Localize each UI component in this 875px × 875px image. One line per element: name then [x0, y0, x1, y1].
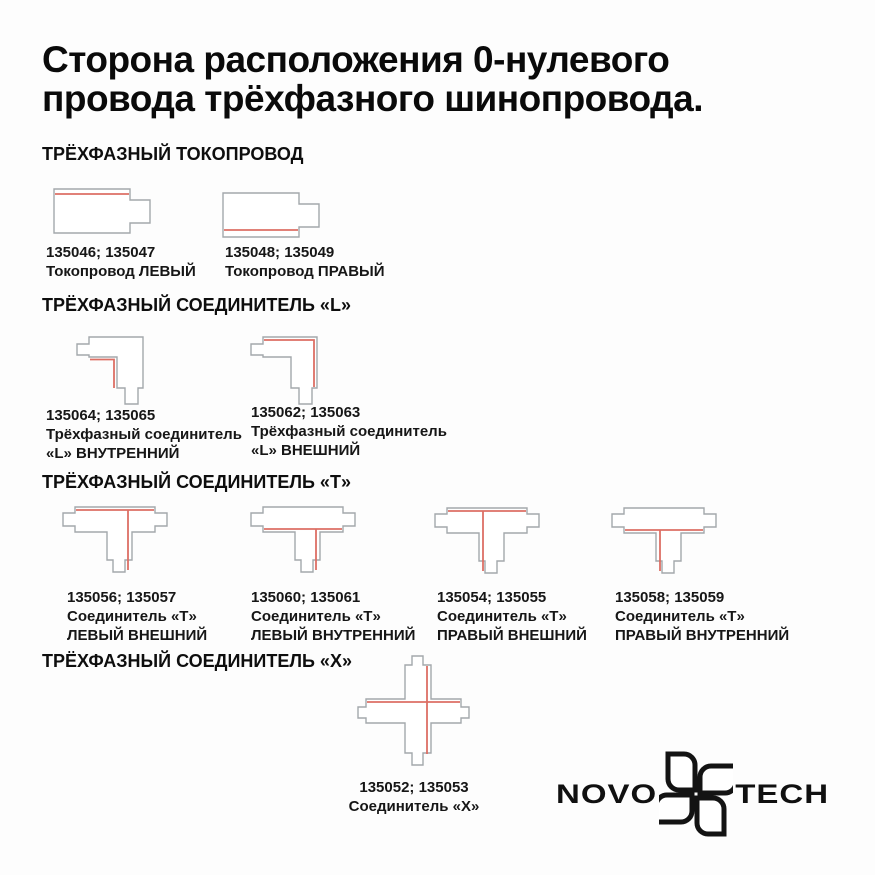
item-name: Трёхфазный соединитель: [46, 426, 242, 443]
item-name: Трёхфазный соединитель: [251, 423, 447, 440]
logo-text-tech: TECH: [735, 778, 830, 809]
item-label: [225, 243, 385, 281]
section-heading-l-connector: ТРЁХФАЗНЫЙ СОЕДИНИТЕЛЬ «L»: [42, 295, 351, 315]
straight-feed-right-figure: [219, 189, 324, 244]
item-codes: 135056; 135057: [67, 589, 177, 606]
t-connector-left-inner-figure: [243, 500, 363, 578]
novotech-logo: [556, 744, 856, 844]
section-heading-t-connector: ТРЁХФАЗНЫЙ СОЕДИНИТЕЛЬ «Т»: [42, 472, 351, 492]
section-heading-x-connector: ТРЁХФАЗНЫЙ СОЕДИНИТЕЛЬ «Х»: [42, 651, 352, 671]
item-name: Соединитель «Т»: [67, 608, 197, 625]
item-codes: 135058; 135059: [615, 589, 725, 606]
novotech-flower-icon: [659, 746, 733, 842]
item-label: [67, 588, 207, 645]
item-name: ЛЕВЫЙ ВНЕШНИЙ: [67, 627, 208, 644]
item-label: [251, 588, 415, 645]
logo-text-novo: NOVO: [556, 778, 658, 809]
item-label: [615, 588, 789, 645]
x-connector-figure: [355, 650, 473, 768]
page-title: [42, 40, 842, 118]
item-name: Соединитель «Х»: [348, 798, 480, 815]
item-name: «L» ВНУТРЕННИЙ: [46, 445, 180, 462]
item-name: Токопровод ЛЕВЫЙ: [46, 263, 196, 280]
item-label: [437, 588, 587, 645]
l-connector-outer-figure: [247, 331, 347, 411]
item-name: «L» ВНЕШНИЙ: [251, 442, 361, 459]
item-name: Токопровод ПРАВЫЙ: [225, 263, 385, 280]
t-connector-right-inner-figure: [604, 501, 724, 579]
item-label: [348, 778, 480, 816]
item-codes: 135062; 135063: [251, 404, 361, 421]
page-title-line2: провода трёхфазного шинопровода.: [42, 78, 704, 119]
item-name: Соединитель «Т»: [437, 608, 567, 625]
item-name: ЛЕВЫЙ ВНУТРЕННИЙ: [251, 627, 416, 644]
item-codes: 135060; 135061: [251, 589, 361, 606]
section-heading-tokoprovod: ТРЁХФАЗНЫЙ ТОКОПРОВОД: [42, 144, 304, 164]
item-label: [46, 243, 196, 281]
item-codes: 135052; 135053: [359, 779, 469, 796]
item-codes: 135048; 135049: [225, 244, 335, 261]
item-name: Соединитель «Т»: [615, 608, 745, 625]
item-codes: 135046; 135047: [46, 244, 156, 261]
item-codes: 135064; 135065: [46, 407, 156, 424]
t-connector-left-outer-figure: [55, 500, 175, 578]
page-title-line1: Сторона расположения 0-нулевого: [42, 39, 670, 80]
straight-feed-left-figure: [50, 185, 155, 240]
item-label: [46, 406, 242, 463]
item-name: ПРАВЫЙ ВНЕШНИЙ: [437, 627, 587, 644]
item-name: Соединитель «Т»: [251, 608, 381, 625]
l-connector-inner-figure: [73, 331, 173, 411]
t-connector-right-outer-figure: [427, 501, 547, 579]
item-codes: 135054; 135055: [437, 589, 547, 606]
item-label: [251, 403, 447, 460]
item-name: ПРАВЫЙ ВНУТРЕННИЙ: [615, 627, 790, 644]
